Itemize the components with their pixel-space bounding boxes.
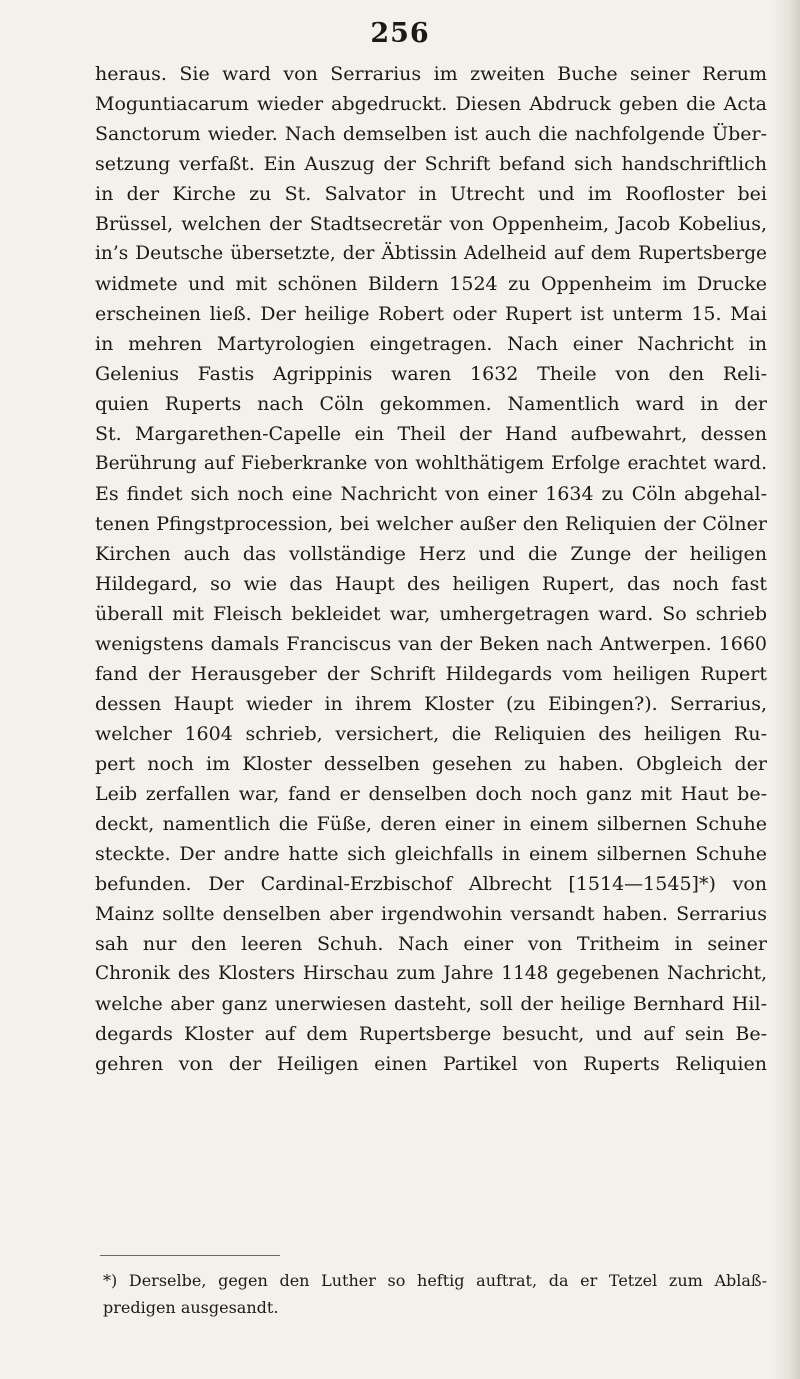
- page-edge-shadow: [770, 0, 800, 1379]
- text-line: in mehren Martyrologien eingetragen. Nach einer Nachricht in: [95, 333, 767, 355]
- text-line: pert noch im Kloster desselben gesehen zu haben. Obgleich der: [95, 753, 767, 775]
- footnote-line: *) Derselbe, gegen den Luther so heftig auftrat, da er Tetzel zum Ablaß-: [103, 1271, 767, 1290]
- text-line: Sanctorum wieder. Nach demselben ist auch die nachfolgende Über-: [95, 123, 767, 145]
- footnote-divider: [100, 1255, 280, 1256]
- text-line: fand der Herausgeber der Schrift Hildegards vom heiligen Rupert: [95, 663, 767, 685]
- page-number: 256: [370, 18, 430, 49]
- footnote-line: predigen ausgesandt.: [103, 1298, 279, 1317]
- footnote: [103, 1267, 767, 1321]
- text-line: setzung verfaßt. Ein Auszug der Schrift befand sich handschriftlich: [95, 153, 767, 175]
- text-line: in’s Deutsche übersetzte, der Äbtissin Adelheid auf dem Rupertsberge: [95, 243, 767, 264]
- text-line: degards Kloster auf dem Rupertsberge besucht, und auf sein Be-: [95, 1023, 767, 1045]
- text-line: steckte. Der andre hatte sich gleichfalls in einem silbernen Schuhe: [95, 843, 767, 865]
- text-line: Berührung auf Fieberkranke von wohlthätigem Erfolge erachtet ward.: [95, 453, 767, 474]
- text-line: Es findet sich noch eine Nachricht von einer 1634 zu Cöln abgehal-: [95, 483, 767, 505]
- text-line: Leib zerfallen war, fand er denselben doch noch ganz mit Haut be-: [95, 783, 767, 805]
- text-line: Mainz sollte denselben aber irgendwohin versandt haben. Serrarius: [95, 903, 767, 925]
- text-line: tenen Pfingstprocession, bei welcher außer den Reliquien der Cölner: [95, 513, 767, 535]
- text-line: quien Ruperts nach Cöln gekommen. Namentlich ward in der: [95, 393, 767, 415]
- text-line: Hildegard, so wie das Haupt des heiligen Rupert, das noch fast: [95, 573, 767, 595]
- text-line: erscheinen ließ. Der heilige Robert oder Rupert ist unterm 15. Mai: [95, 303, 767, 325]
- text-line: welcher 1604 schrieb, versichert, die Reliquien des heiligen Ru-: [95, 723, 767, 745]
- text-line: heraus. Sie ward von Serrarius im zweiten Buche seiner Rerum: [95, 63, 767, 85]
- text-line: Brüssel, welchen der Stadtsecretär von Oppenheim, Jacob Kobelius,: [95, 213, 767, 235]
- text-line: befunden. Der Cardinal-Erzbischof Albrecht [1514—1545]*) von: [95, 873, 767, 895]
- text-line: gehren von der Heiligen einen Partikel von Ruperts Reliquien: [95, 1053, 767, 1075]
- text-line: Chronik des Klosters Hirschau zum Jahre 1148 gegebenen Nachricht,: [95, 963, 767, 984]
- text-line: wenigstens damals Franciscus van der Beken nach Antwerpen. 1660: [95, 633, 767, 655]
- text-line: St. Margarethen-Capelle ein Theil der Hand aufbewahrt, dessen: [95, 423, 767, 445]
- text-line: deckt, namentlich die Füße, deren einer in einem silbernen Schuhe: [95, 813, 767, 835]
- text-line: sah nur den leeren Schuh. Nach einer von Tritheim in seiner: [95, 933, 767, 955]
- text-line: welche aber ganz unerwiesen dasteht, soll der heilige Bernhard Hil-: [95, 993, 767, 1015]
- text-line: Gelenius Fastis Agrippinis waren 1632 Theile von den Reli-: [95, 363, 767, 385]
- text-line: Kirchen auch das vollständige Herz und die Zunge der heiligen: [95, 543, 767, 565]
- text-line: dessen Haupt wieder in ihrem Kloster (zu Eibingen?). Serrarius,: [95, 693, 767, 715]
- text-line: in der Kirche zu St. Salvator in Utrecht und im Roofloster bei: [95, 183, 767, 205]
- text-line: Moguntiacarum wieder abgedruckt. Diesen Abdruck geben die Acta: [95, 93, 767, 115]
- text-line: widmete und mit schönen Bildern 1524 zu Oppenheim im Drucke: [95, 273, 767, 295]
- text-line: überall mit Fleisch bekleidet war, umhergetragen ward. So schrieb: [95, 603, 767, 625]
- body-text: [95, 59, 767, 1079]
